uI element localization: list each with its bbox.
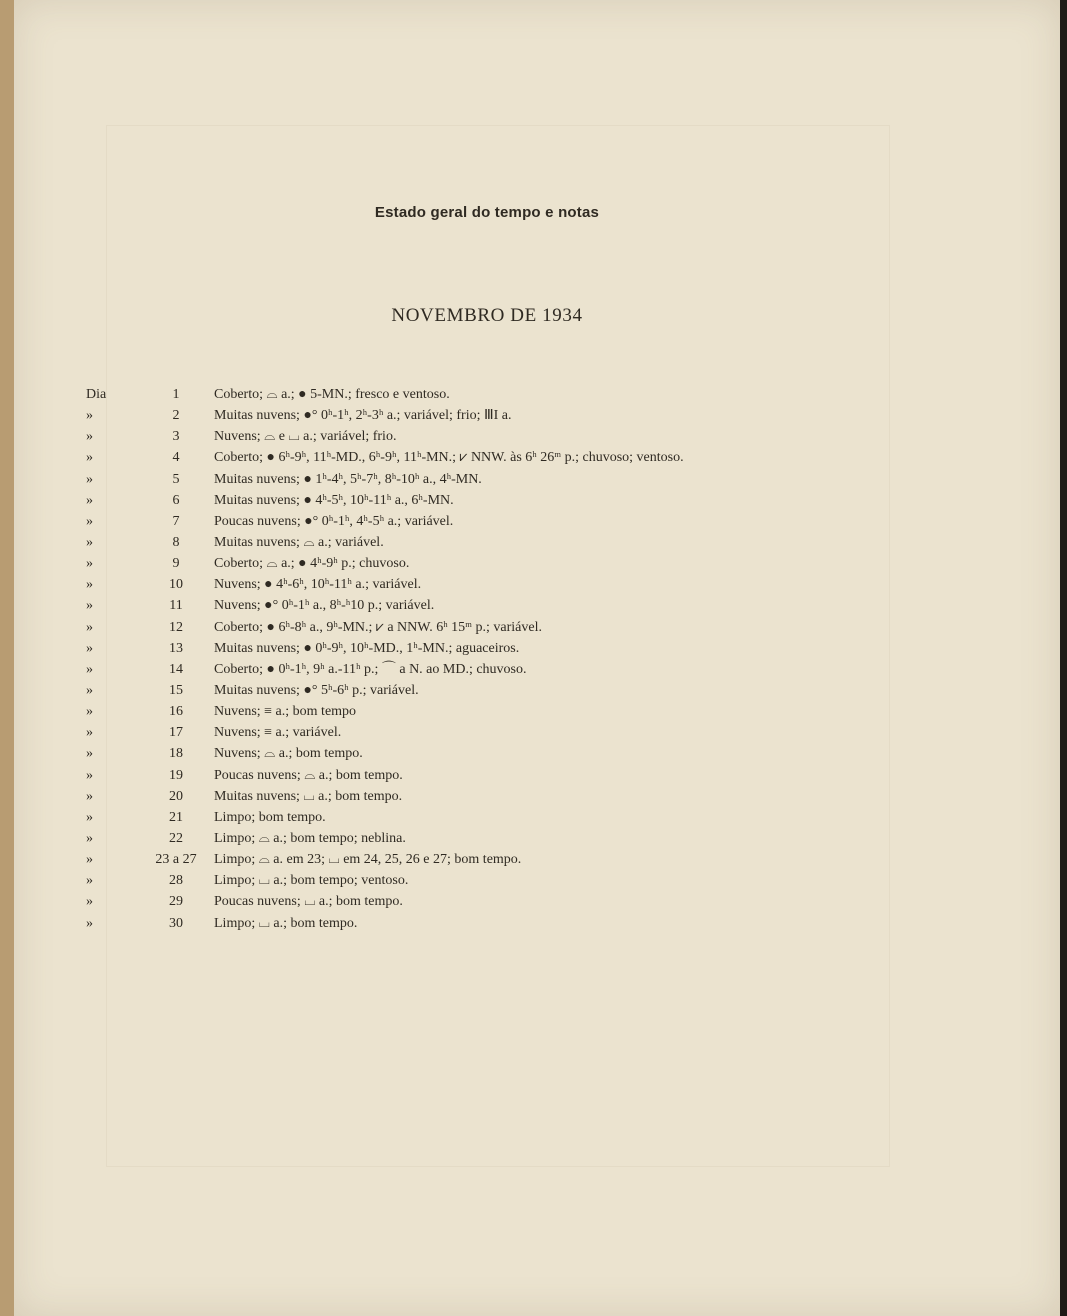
row-lead: » [86, 661, 93, 677]
log-row [86, 849, 846, 870]
row-text: Coberto; ● 0ʰ-1ʰ, 9ʰ a.-11ʰ p.; ⌒ a N. ao MD.; chuvoso. [214, 661, 527, 677]
log-row [86, 680, 846, 701]
log-row [86, 490, 846, 511]
row-lead: » [86, 577, 93, 593]
row-day: 30 [169, 915, 183, 931]
log-row [86, 553, 846, 574]
row-lead: » [86, 556, 93, 572]
row-lead: » [86, 429, 93, 445]
page-shadow-edge [1060, 0, 1067, 1316]
row-text: Nuvens; ⌓ e ⌴ a.; variável; frio. [214, 429, 397, 445]
row-lead: » [86, 809, 93, 825]
row-day: 5 [172, 471, 180, 487]
log-row [86, 659, 846, 680]
row-day: 18 [169, 746, 183, 762]
row-text: Muitas nuvens; ● 4ʰ-5ʰ, 10ʰ-11ʰ a., 6ʰ-MN. [214, 492, 454, 508]
row-day: 21 [169, 809, 183, 825]
row-lead: » [86, 788, 93, 804]
log-row [86, 617, 846, 638]
row-text: Muitas nuvens; ● 1ʰ-4ʰ, 5ʰ-7ʰ, 8ʰ-10ʰ a., 4ʰ-MN. [214, 471, 482, 487]
row-day: 28 [169, 873, 183, 889]
row-text: Nuvens; ≡ a.; variável. [214, 725, 342, 741]
row-lead: » [86, 746, 93, 762]
row-text: Nuvens; ●° 0ʰ-1ʰ a., 8ʰ-ʰ10 p.; variável. [214, 598, 435, 614]
row-text: Coberto; ● 6ʰ-9ʰ, 11ʰ-MD., 6ʰ-9ʰ, 11ʰ-MN.; ⩗ NNW. às 6ʰ 26ᵐ p.; chuvoso; ventoso. [214, 450, 684, 466]
row-day: 14 [169, 661, 183, 677]
log-row [86, 701, 846, 722]
row-text: Poucas nuvens; ⌓ a.; bom tempo. [214, 767, 403, 783]
row-text: Nuvens; ≡ a.; bom tempo [214, 704, 357, 720]
row-lead: » [86, 640, 93, 656]
row-day: 2 [172, 408, 180, 424]
log-row [86, 638, 846, 659]
row-lead: » [86, 915, 93, 931]
month-title: NOVEMBRO DE 1934 [391, 305, 583, 326]
row-lead: » [86, 471, 93, 487]
row-lead: » [86, 408, 93, 424]
row-day: 17 [169, 725, 183, 741]
row-text: Poucas nuvens; ●° 0ʰ-1ʰ, 4ʰ-5ʰ a.; variável. [214, 513, 454, 529]
log-row [86, 891, 846, 912]
row-lead: Dia [86, 387, 107, 402]
row-text: Poucas nuvens; ⌴ a.; bom tempo. [214, 894, 403, 910]
log-row [86, 807, 846, 828]
row-text: Limpo; ⌓ a.; bom tempo; neblina. [214, 830, 406, 846]
row-day: 9 [172, 556, 180, 572]
row-lead: » [86, 534, 93, 550]
log-row [86, 786, 846, 807]
row-day: 20 [169, 788, 183, 804]
row-text: Limpo; ⌴ a.; bom tempo; ventoso. [214, 873, 409, 889]
row-text: Limpo; bom tempo. [214, 809, 326, 825]
row-text: Muitas nuvens; ● 0ʰ-9ʰ, 10ʰ-MD., 1ʰ-MN.; aguaceiros. [214, 640, 520, 656]
row-lead: » [86, 598, 93, 614]
row-text: Coberto; ⌓ a.; ● 5-MN.; fresco e ventoso. [214, 387, 450, 402]
log-row [86, 511, 846, 532]
log-row [86, 384, 846, 405]
row-day: 19 [169, 767, 183, 783]
row-text: Nuvens; ⌓ a.; bom tempo. [214, 746, 363, 762]
log-row [86, 743, 846, 764]
row-day: 22 [169, 830, 183, 846]
section-title: Estado geral do tempo e notas [374, 204, 600, 221]
row-text: Nuvens; ● 4ʰ-6ʰ, 10ʰ-11ʰ a.; variável. [214, 577, 422, 593]
row-text: Coberto; ● 6ʰ-8ʰ a., 9ʰ-MN.; ⩗ a NNW. 6ʰ 15ᵐ p.; variável. [214, 619, 543, 635]
row-day: 29 [169, 894, 183, 910]
row-lead: » [86, 830, 93, 846]
log-row [86, 870, 846, 891]
log-row [86, 405, 846, 426]
row-lead: » [86, 725, 93, 741]
row-day: 12 [169, 619, 183, 635]
row-text: Limpo; ⌓ a. em 23; ⌴ em 24, 25, 26 e 27; bom tempo. [214, 852, 522, 868]
row-day: 23 a 27 [155, 852, 197, 868]
row-text: Coberto; ⌓ a.; ● 4ʰ-9ʰ p.; chuvoso. [214, 556, 410, 572]
log-row [86, 722, 846, 743]
log-row [86, 828, 846, 849]
row-text: Limpo; ⌴ a.; bom tempo. [214, 915, 358, 931]
row-lead: » [86, 767, 93, 783]
row-day: 16 [169, 704, 183, 720]
binding-edge [0, 0, 14, 1316]
row-day: 1 [172, 387, 180, 402]
row-day: 10 [169, 577, 183, 593]
weather-log [86, 384, 846, 934]
row-day: 4 [172, 450, 180, 466]
row-text: Muitas nuvens; ⌴ a.; bom tempo. [214, 788, 403, 804]
row-day: 15 [169, 682, 183, 698]
row-day: 11 [169, 598, 183, 614]
log-row [86, 469, 846, 490]
row-text: Muitas nuvens; ●° 5ʰ-6ʰ p.; variável. [214, 682, 419, 698]
log-row [86, 595, 846, 616]
row-day: 3 [172, 429, 180, 445]
row-lead: » [86, 873, 93, 889]
row-lead: » [86, 682, 93, 698]
log-row [86, 765, 846, 786]
row-lead: » [86, 852, 93, 868]
row-day: 13 [169, 640, 183, 656]
row-lead: » [86, 513, 93, 529]
log-row [86, 426, 846, 447]
row-day: 7 [172, 513, 180, 529]
row-text: Muitas nuvens; ●° 0ʰ-1ʰ, 2ʰ-3ʰ a.; variável; frio; ⅢI a. [214, 408, 512, 424]
row-day: 8 [172, 534, 180, 550]
row-lead: » [86, 492, 93, 508]
log-row [86, 532, 846, 553]
log-row [86, 913, 846, 934]
log-row [86, 447, 846, 468]
row-lead: » [86, 619, 93, 635]
row-lead: » [86, 704, 93, 720]
row-day: 6 [172, 492, 180, 508]
row-lead: » [86, 450, 93, 466]
log-row [86, 574, 846, 595]
row-text: Muitas nuvens; ⌓ a.; variável. [214, 534, 384, 550]
row-lead: » [86, 894, 93, 910]
